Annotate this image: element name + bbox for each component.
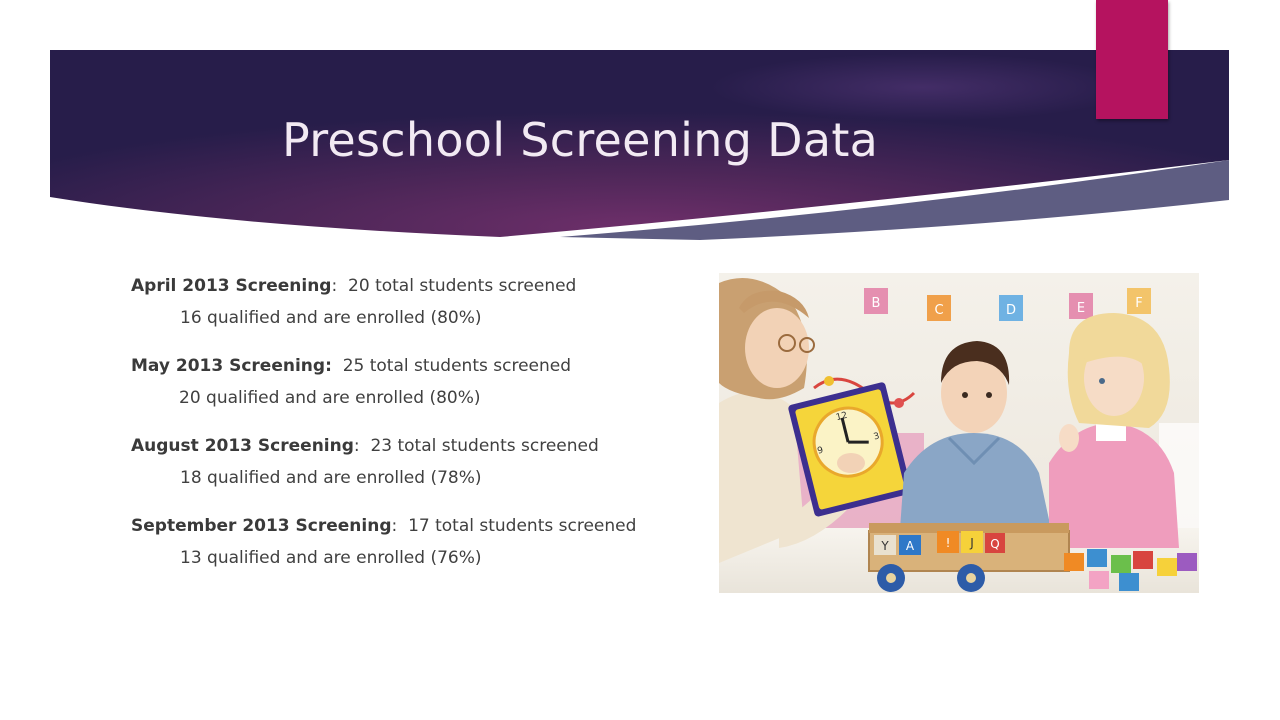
screening-result: 16 qualified and are enrolled (80%) [180,308,482,328]
slide-title: Preschool Screening Data [282,113,879,167]
screening-list [131,270,711,590]
screening-colon: : [331,276,338,296]
screening-entry [131,350,711,414]
screening-result: 20 qualified and are enrolled (80%) [179,388,481,408]
wall-block-letter: D [1005,303,1017,318]
screening-total: 25 total students screened [342,356,572,376]
screening-colon: : [391,516,398,536]
screening-total: 17 total students screened [408,516,637,536]
wall-block-letter: E [1076,301,1086,316]
classroom-photo [719,273,1199,593]
screening-label: May 2013 Screening: [131,356,332,376]
clock-number: 12 [835,410,849,424]
tray-block-letter: Y [881,539,889,553]
screening-entry [131,270,711,334]
screening-entry [131,430,711,494]
screening-result: 13 qualified and are enrolled (76%) [180,548,482,568]
clock-number: 9 [816,445,825,457]
clock-number: 3 [872,431,881,443]
screening-label: April 2013 Screening [131,276,332,296]
screening-total: 23 total students screened [370,436,599,456]
screening-colon: : [353,436,360,456]
screening-entry [131,510,711,574]
screening-label: September 2013 Screening [131,516,392,536]
tray-block-letter: Q [990,537,1000,551]
screening-label: August 2013 Screening [131,436,354,456]
wall-block-letter: F [1135,296,1143,311]
wall-block-letter: C [934,303,944,318]
tray-block-letter: A [905,539,915,553]
tray-block-letter: ! [945,536,951,550]
tray-block-letter: J [970,536,974,550]
accent-tab [1096,0,1168,119]
screening-result: 18 qualified and are enrolled (78%) [180,468,482,488]
screening-total: 20 total students screened [348,276,577,296]
wall-block-letter: B [871,296,881,311]
